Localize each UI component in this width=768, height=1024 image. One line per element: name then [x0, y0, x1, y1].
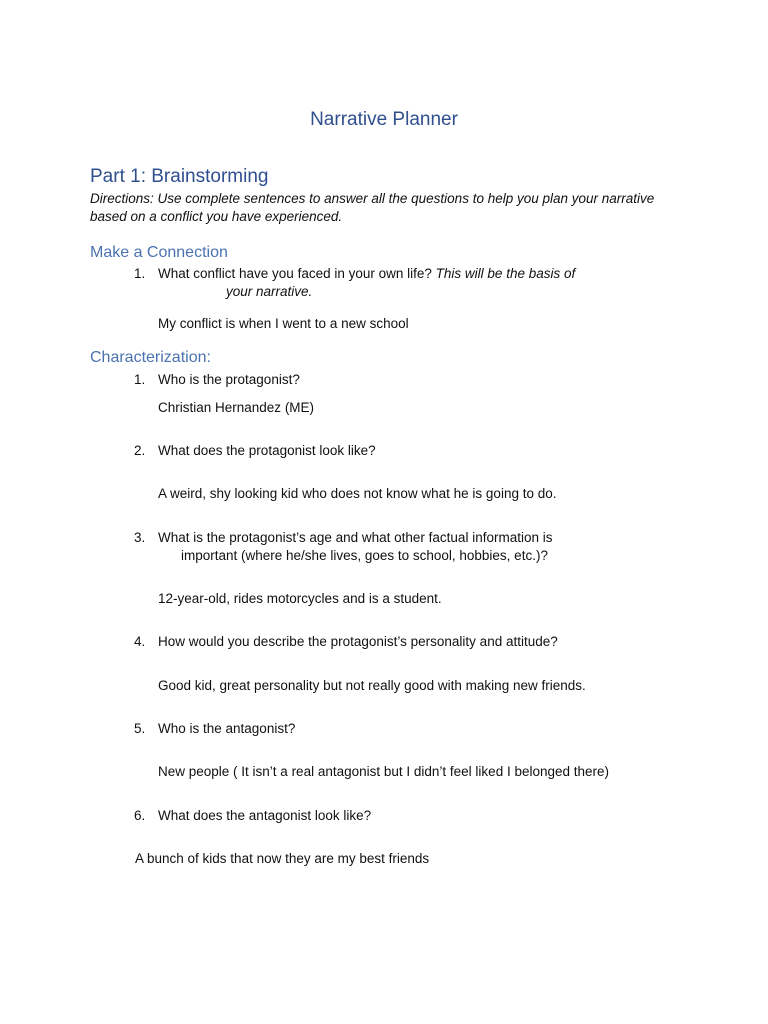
question-text: What does the antagonist look like?: [158, 808, 372, 823]
question-number: 3.: [134, 530, 146, 545]
answer-text: 12-year-old, rides motorcycles and is a student.: [158, 591, 442, 606]
directions-line-1: Directions: Use complete sentences to answer all the questions to help you plan your narrative: [90, 191, 655, 206]
answer-text: Good kid, great personality but not really good with making new friends.: [158, 678, 586, 693]
question-text: What does the protagonist look like?: [158, 443, 376, 458]
answer-text: Christian Hernandez (ME): [158, 400, 315, 415]
question-number: 2.: [134, 443, 146, 458]
directions-line-2: based on a conflict you have experienced.: [90, 209, 343, 224]
question-text-cont: important (where he/she lives, goes to school, hobbies, etc.)?: [181, 548, 548, 563]
answer-text: A bunch of kids that now they are my best friends: [135, 851, 430, 866]
answer-text: New people ( It isn’t a real antagonist but I didn’t feel liked I belonged there): [158, 764, 610, 779]
question-text: Who is the protagonist?: [158, 372, 300, 387]
connection-question: [158, 266, 575, 281]
question-number: 4.: [134, 634, 146, 649]
make-connection-heading: Make a Connection: [90, 244, 228, 261]
question-text: How would you describe the protagonist’s personality and attitude?: [158, 634, 558, 649]
connection-question-italic-2: your narrative.: [226, 284, 313, 299]
answer-text: A weird, shy looking kid who does not know what he is going to do.: [158, 486, 557, 501]
question-text: What is the protagonist’s age and what other factual information is: [158, 530, 553, 545]
connection-question-cont: [226, 284, 312, 299]
question-text: Who is the antagonist?: [158, 721, 296, 736]
question-number: 6.: [134, 808, 146, 823]
characterization-heading: Characterization:: [90, 349, 211, 366]
question-number: 1.: [134, 266, 146, 281]
question-number: 1.: [134, 372, 146, 387]
question-number: 5.: [134, 721, 146, 736]
connection-question-italic: This will be the basis of: [435, 266, 576, 281]
part1-heading: Part 1: Brainstorming: [90, 166, 269, 187]
connection-question-text: What conflict have you faced in your own life?: [158, 266, 432, 281]
connection-answer: My conflict is when I went to a new school: [158, 316, 409, 331]
page-title: Narrative Planner: [310, 109, 458, 130]
